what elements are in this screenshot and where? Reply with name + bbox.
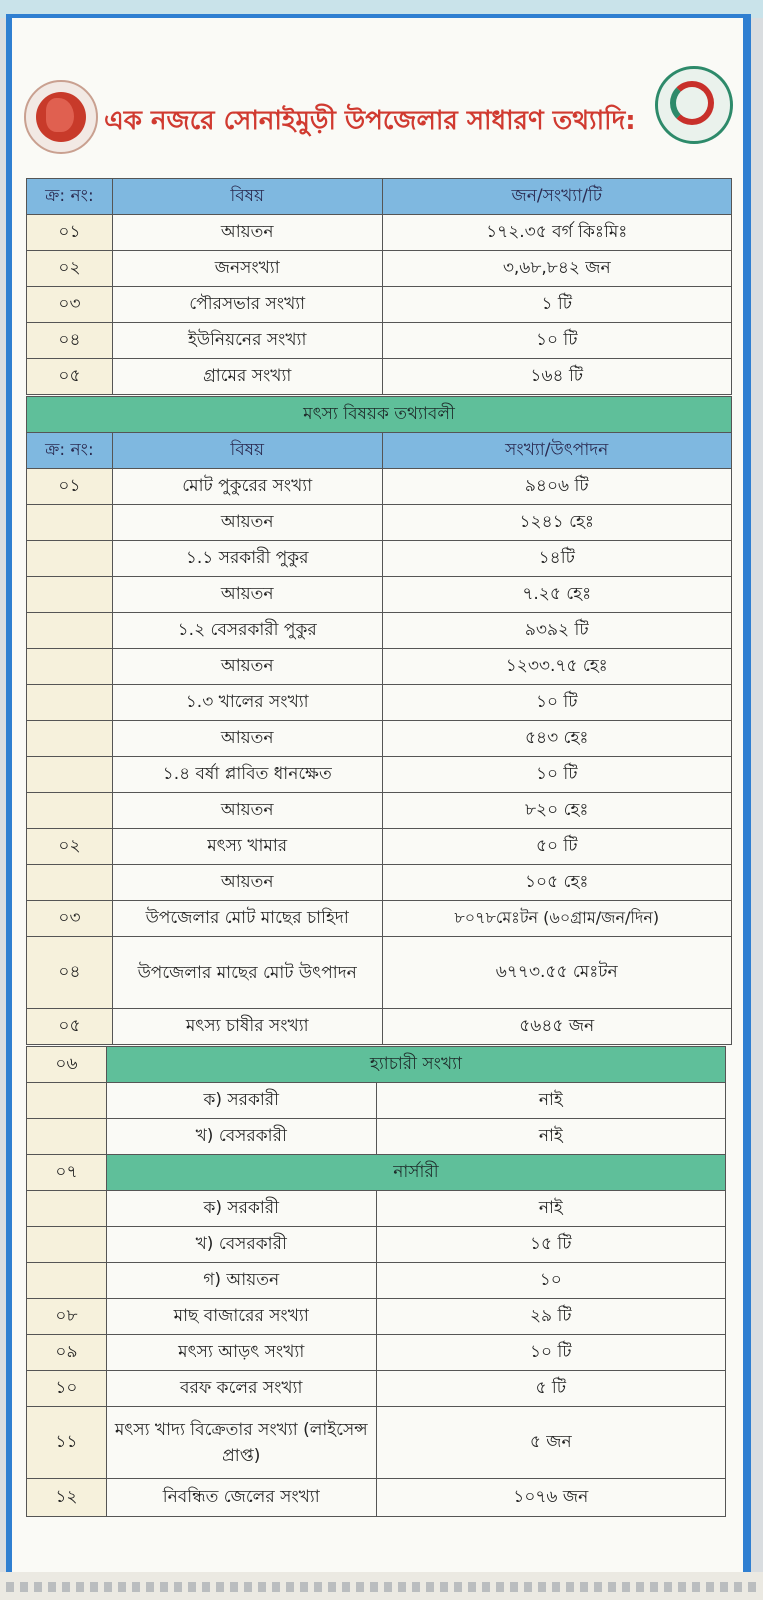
table-row	[27, 1479, 726, 1517]
table-row	[27, 721, 732, 757]
row-serial	[27, 1227, 107, 1263]
row-value: ১২৪১ হেঃ	[382, 505, 732, 541]
logo-ring	[670, 81, 714, 125]
row-subject: আয়তন	[112, 793, 382, 829]
row-value: ৯৪০৬ টি	[382, 469, 732, 505]
table-row	[27, 1263, 726, 1299]
row-serial: ০২	[27, 251, 113, 287]
row-value: ৯৩৯২ টি	[382, 613, 732, 649]
header-value: জন/সংখ্যা/টি	[382, 179, 731, 215]
info-board	[6, 14, 751, 1572]
row-subject: গ্রামের সংখ্যা	[112, 359, 382, 395]
row-serial: ০১	[27, 215, 113, 251]
row-value: ১ টি	[382, 287, 731, 323]
row-subject: ক) সরকারী	[106, 1083, 376, 1119]
row-serial	[27, 577, 113, 613]
row-serial: ০৫	[27, 359, 113, 395]
row-value: ১০	[376, 1263, 725, 1299]
row-value: ১০৫ হেঃ	[382, 865, 732, 901]
row-subject: খ) বেসরকারী	[106, 1227, 376, 1263]
table-row	[27, 1009, 732, 1045]
row-value: ৬৭৭৩.৫৫ মেঃটন	[382, 937, 732, 1009]
row-serial	[27, 505, 113, 541]
seal-map-shape	[46, 98, 74, 132]
table-row	[27, 1299, 726, 1335]
row-subject: আয়তন	[112, 865, 382, 901]
row-subject: আয়তন	[112, 649, 382, 685]
row-value: ৫৪৩ হেঃ	[382, 721, 732, 757]
row-value: নাই	[376, 1083, 725, 1119]
row-subject: মৎস্য খাদ্য বিক্রেতার সংখ্যা (লাইসেন্স প্রাপ্ত)	[106, 1407, 376, 1479]
hatchery-section-title: হ্যাচারী সংখ্যা	[106, 1047, 725, 1083]
row-value: ১০ টি	[382, 685, 732, 721]
table-row	[27, 1371, 726, 1407]
table-row	[27, 613, 732, 649]
page-title: এক নজরে সোনাইমুড়ী উপজেলার সাধারণ তথ্যাদি:	[104, 106, 636, 136]
govt-seal-icon	[24, 80, 98, 154]
row-serial: ১২	[27, 1479, 107, 1517]
row-serial	[27, 1119, 107, 1155]
lower-table	[26, 1046, 726, 1517]
row-serial: ০৮	[27, 1299, 107, 1335]
nursery-section-title: নার্সারী	[106, 1155, 725, 1191]
table-row	[27, 1335, 726, 1371]
table-row	[27, 215, 732, 251]
row-subject: মৎস্য চাষীর সংখ্যা	[112, 1009, 382, 1045]
row-value: ১৫ টি	[376, 1227, 725, 1263]
row-serial	[27, 1191, 107, 1227]
fisheries-section-row	[27, 397, 732, 433]
row-value: ১২৩৩.৭৫ হেঃ	[382, 649, 732, 685]
row-subject: ১.৪ বর্ষা প্লাবিত ধানক্ষেত	[112, 757, 382, 793]
header-serial: ক্র: নং:	[27, 179, 113, 215]
row-value: ৩,৬৮,৮৪২ জন	[382, 251, 731, 287]
table-row	[27, 757, 732, 793]
row-value: ৭.২৫ হেঃ	[382, 577, 732, 613]
table-row	[27, 469, 732, 505]
table-row	[27, 937, 732, 1009]
row-serial: ০৭	[27, 1155, 107, 1191]
table-row	[27, 1119, 726, 1155]
table-row	[27, 251, 732, 287]
row-subject: বরফ কলের সংখ্যা	[106, 1371, 376, 1407]
row-value: ৫ টি	[376, 1371, 725, 1407]
row-serial	[27, 757, 113, 793]
table-row	[27, 685, 732, 721]
table-row	[27, 505, 732, 541]
row-serial: ০৫	[27, 1009, 113, 1045]
row-subject: মোট পুকুরের সংখ্যা	[112, 469, 382, 505]
row-value: ১০ টি	[382, 757, 732, 793]
table-row	[27, 1407, 726, 1479]
table-row	[27, 901, 732, 937]
header-value: সংখ্যা/উৎপাদন	[382, 433, 732, 469]
row-serial	[27, 649, 113, 685]
row-value: ৫ জন	[376, 1407, 725, 1479]
row-serial	[27, 613, 113, 649]
row-serial: ০২	[27, 829, 113, 865]
fisheries-header-row	[27, 433, 732, 469]
fisheries-table	[26, 396, 732, 1045]
table-row	[27, 323, 732, 359]
row-subject: খ) বেসরকারী	[106, 1119, 376, 1155]
row-serial: ১০	[27, 1371, 107, 1407]
row-subject: নিবন্ধিত জেলের সংখ্যা	[106, 1479, 376, 1517]
row-subject: আয়তন	[112, 505, 382, 541]
row-serial	[27, 1263, 107, 1299]
table-row	[27, 287, 732, 323]
nursery-section-row	[27, 1155, 726, 1191]
row-subject: ১.২ বেসরকারী পুকুর	[112, 613, 382, 649]
row-subject: জনসংখ্যা	[112, 251, 382, 287]
fisheries-logo-icon	[655, 66, 733, 144]
row-serial: ০৩	[27, 901, 113, 937]
row-subject: আয়তন	[112, 721, 382, 757]
row-serial: ০৪	[27, 937, 113, 1009]
row-subject: ১.১ সরকারী পুকুর	[112, 541, 382, 577]
table-row	[27, 829, 732, 865]
row-value: ১৪টি	[382, 541, 732, 577]
row-value: ৫০ টি	[382, 829, 732, 865]
row-value: ১০ টি	[382, 323, 731, 359]
row-serial: ০৩	[27, 287, 113, 323]
general-header-row	[27, 179, 732, 215]
table-row	[27, 865, 732, 901]
row-serial	[27, 1083, 107, 1119]
row-subject: উপজেলার মোট মাছের চাহিদা	[112, 901, 382, 937]
row-value: নাই	[376, 1191, 725, 1227]
row-value: নাই	[376, 1119, 725, 1155]
row-subject: পৌরসভার সংখ্যা	[112, 287, 382, 323]
row-subject: ১.৩ খালের সংখ্যা	[112, 685, 382, 721]
row-serial: ০৪	[27, 323, 113, 359]
row-value: ১৬৪ টি	[382, 359, 731, 395]
row-subject: মৎস্য আড়ৎ সংখ্যা	[106, 1335, 376, 1371]
row-value: ৮০৭৮মেঃটন (৬০গ্রাম/জন/দিন)	[382, 901, 732, 937]
row-subject: গ) আয়তন	[106, 1263, 376, 1299]
row-subject: ইউনিয়নের সংখ্যা	[112, 323, 382, 359]
table-row	[27, 793, 732, 829]
floor-pattern	[6, 1582, 756, 1592]
row-subject: ক) সরকারী	[106, 1191, 376, 1227]
hatchery-section-row	[27, 1047, 726, 1083]
board-header	[12, 26, 743, 176]
row-serial	[27, 685, 113, 721]
row-subject: আয়তন	[112, 215, 382, 251]
header-subject: বিষয়	[112, 179, 382, 215]
row-subject: আয়তন	[112, 577, 382, 613]
row-value: ১০৭৬ জন	[376, 1479, 725, 1517]
table-row	[27, 1083, 726, 1119]
row-subject: উপজেলার মাছের মোট উৎপাদন	[112, 937, 382, 1009]
table-row	[27, 649, 732, 685]
table-row	[27, 359, 732, 395]
row-serial	[27, 793, 113, 829]
row-serial: ০৬	[27, 1047, 107, 1083]
table-row	[27, 577, 732, 613]
row-value: ২৯ টি	[376, 1299, 725, 1335]
row-serial	[27, 865, 113, 901]
row-subject: মৎস্য খামার	[112, 829, 382, 865]
row-value: ১০ টি	[376, 1335, 725, 1371]
row-serial: ০১	[27, 469, 113, 505]
row-serial	[27, 721, 113, 757]
table-row	[27, 541, 732, 577]
table-row	[27, 1191, 726, 1227]
row-serial	[27, 541, 113, 577]
row-value: ৫৬৪৫ জন	[382, 1009, 732, 1045]
header-subject: বিষয়	[112, 433, 382, 469]
fisheries-section-title: মৎস্য বিষয়ক তথ্যাবলী	[27, 397, 732, 433]
row-value: ৮২০ হেঃ	[382, 793, 732, 829]
row-value: ১৭২.৩৫ বর্গ কিঃমিঃ	[382, 215, 731, 251]
row-serial: ১১	[27, 1407, 107, 1479]
table-row	[27, 1227, 726, 1263]
general-info-table	[26, 178, 732, 395]
row-subject: মাছ বাজারের সংখ্যা	[106, 1299, 376, 1335]
row-serial: ০৯	[27, 1335, 107, 1371]
header-serial: ক্র: নং:	[27, 433, 113, 469]
